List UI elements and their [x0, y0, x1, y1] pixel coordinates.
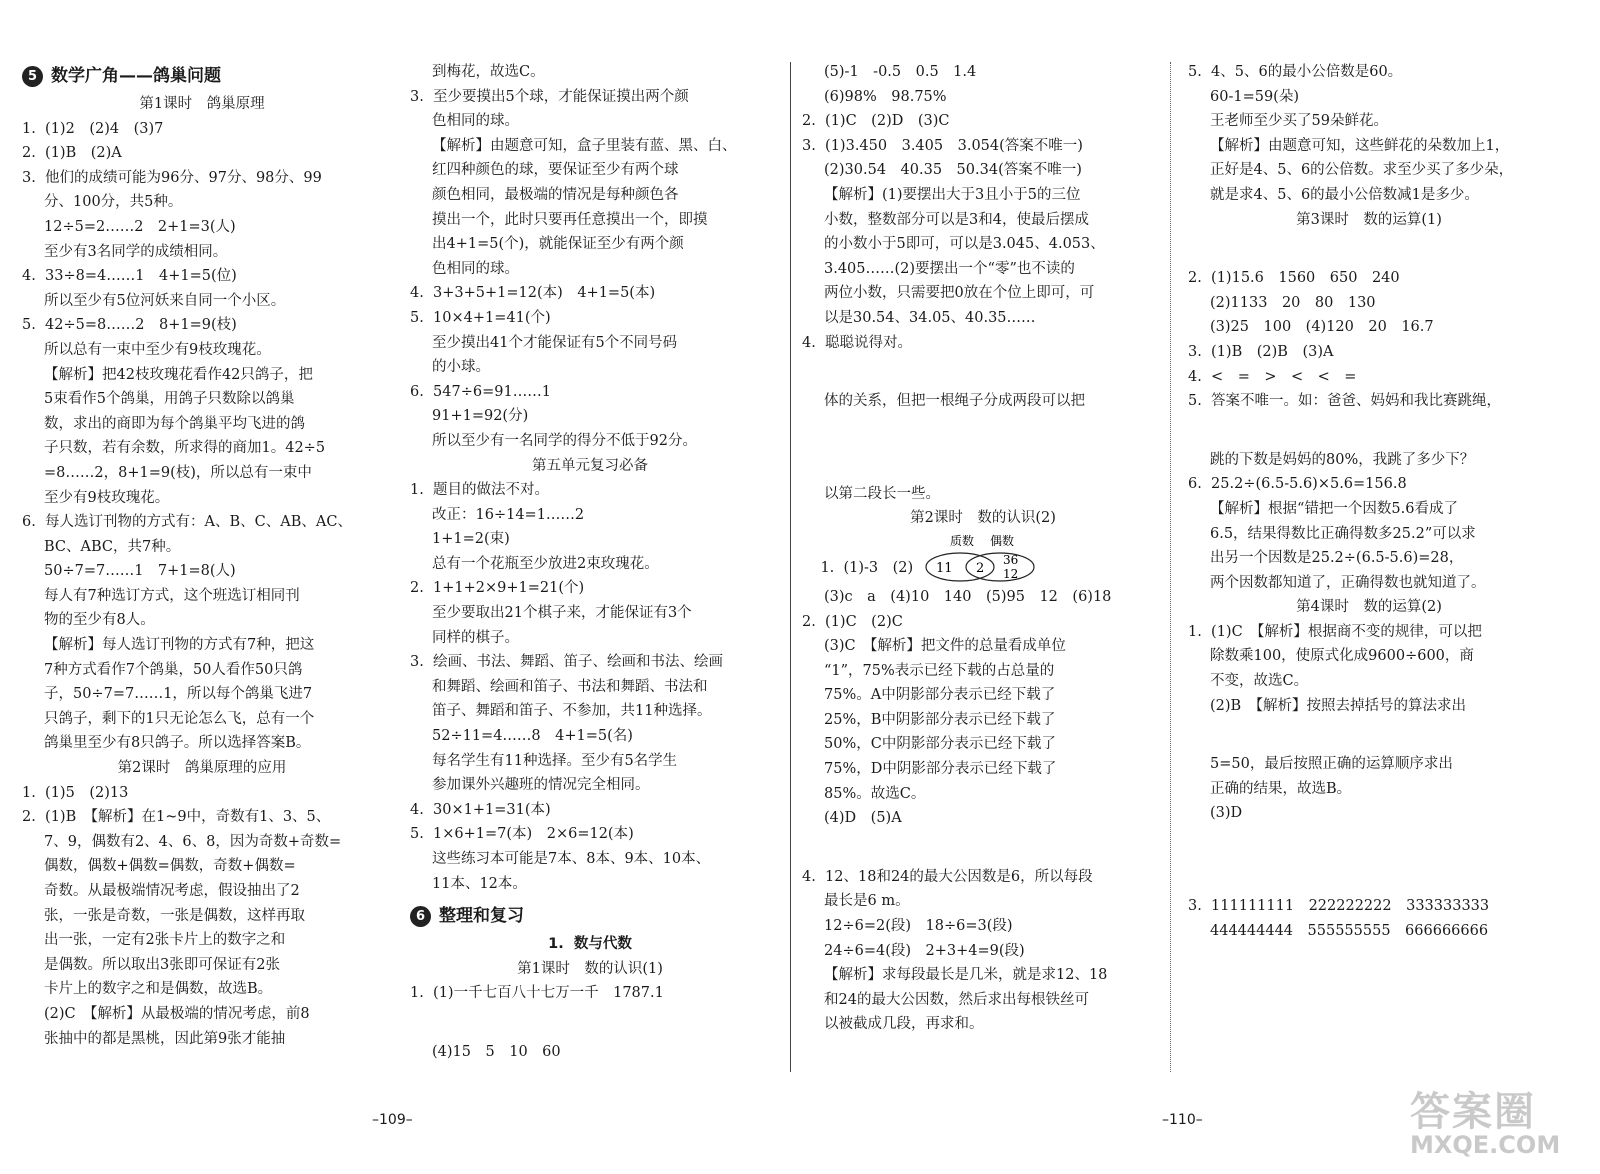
section-title: 整理和复习: [439, 906, 524, 927]
answer-line: 改正：16÷14=1……2: [432, 506, 585, 523]
answer-line: 所以总有一束中至少有9枝玫瑰花。: [44, 341, 271, 358]
answer-line: 是偶数。所以取出3张即可保证有2张: [44, 956, 280, 973]
answer-line: [802, 448, 1164, 482]
answer-line: 最长是6 m。: [824, 893, 910, 910]
question-line: 1. (1)5 (2)13: [22, 784, 129, 801]
question-line: 3. (1)B (2)B (3)A: [1188, 343, 1334, 360]
column-4-lines-d: [1188, 752, 1550, 826]
question-line: 1. (1)2 (2)4 (3)7: [22, 120, 164, 137]
question-line: 5. 10×4+1=41(个): [410, 309, 551, 326]
question-line: 1. (1)一千七百八十七万一千 1787.1: [410, 985, 664, 1002]
answer-line: 的小球。: [432, 359, 490, 376]
venn-label-evens: 偶数: [990, 533, 1015, 548]
answer-line: [1188, 718, 1550, 752]
answer-line: 出一张，一定有2张卡片上的数字之和: [44, 932, 286, 949]
answer-line: 只鸽子，剩下的1只无论怎么飞，总有一个: [44, 710, 315, 727]
answer-line: 91+1=92(分): [432, 408, 529, 425]
answer-line: 出4+1=5(个)，就能保证至少有两个颜: [432, 236, 684, 253]
watermark-url: MXQE.COM: [1410, 1131, 1561, 1159]
venn-middle-value: 2: [976, 560, 985, 576]
column-3-lines-d: [802, 865, 1164, 1037]
lesson-subheading: 第2课时 鸽巢原理的应用: [117, 760, 287, 777]
answer-line: 就是求4、5、6的最小公倍数减1是多少。: [1210, 186, 1479, 203]
answer-line: [802, 831, 1164, 865]
answer-line: 至少要取出21个棋子来，才能保证有3个: [432, 605, 692, 622]
section-number-badge: 6: [410, 906, 431, 927]
answer-line: 以第二段长一些。: [824, 485, 940, 502]
answer-line: 和24的最大公因数，然后求出每根铁丝可: [824, 991, 1089, 1008]
answer-line: 50÷7=7……1 7+1=8(人): [44, 563, 236, 580]
answer-line: 以是30.54、34.05、40.35……: [824, 309, 1036, 326]
answer-line: [1188, 977, 1550, 1011]
question-line: 4. < = > < < =: [1188, 368, 1357, 385]
answer-line: =8……2，8+1=9(枝)，所以总有一束中: [44, 464, 312, 481]
answer-line: 至少有9枝玫瑰花。: [44, 489, 170, 506]
page-number-left: –109–: [372, 1112, 413, 1128]
answer-line: 所以至少有一名同学的得分不低于92分。: [432, 432, 697, 449]
answer-line: (2)30.54 40.35 50.34(答案不唯一): [824, 162, 1082, 179]
column-3: [802, 60, 1164, 1037]
answer-line: 75%，D中阴影部分表示已经下载了: [824, 761, 1057, 778]
answer-line: 正确的结果，故选B。: [1210, 780, 1352, 797]
answer-line: 至少摸出41个才能保证有5个不同号码: [432, 334, 678, 351]
answer-line: (3)25 100 (4)120 20 16.7: [1210, 319, 1434, 336]
answer-line: [1188, 414, 1550, 448]
question-line: 5. 4、5、6的最小公倍数是60。: [1188, 64, 1403, 80]
answer-line: 【解析】由题意可知，盒子里装有蓝、黑、白、: [432, 137, 737, 154]
answer-line: [802, 414, 1164, 448]
answer-line: [410, 1006, 770, 1040]
answer-line: 3.405……(2)要摆出一个“零”也不读的: [824, 260, 1075, 277]
answer-line: 出另一个因数是25.2÷(6.5-5.6)=28，: [1210, 550, 1464, 567]
answer-line: (6)98% 98.75%: [824, 88, 947, 105]
answer-line: 奇数。从最极端情况考虑，假设抽出了2: [44, 883, 300, 899]
question-line: 5. 答案不唯一。如：爸爸、妈妈和我比赛跳绳，: [1188, 393, 1502, 410]
question-line: 5. 1×6+1=7(本) 2×6=12(本): [410, 826, 634, 843]
answer-line: (3)D: [1210, 805, 1243, 822]
answer-line: 王老师至少买了59朵鲜花。: [1210, 113, 1388, 130]
answer-line: 子只数，若有余数，所求得的商加1。42÷5: [44, 440, 326, 457]
answer-line: [802, 355, 1164, 389]
column-4: [1188, 60, 1550, 1011]
section-heading: [410, 900, 770, 932]
column-1-lines: [22, 92, 382, 1051]
answer-line: 至少有3名同学的成绩相同。: [44, 243, 228, 260]
question-line: 2. (1)15.6 1560 650 240: [1188, 270, 1400, 287]
answer-line: 跳的下数是妈妈的80%，我跳了多少下？: [1210, 451, 1475, 468]
venn-right-value-2: 12: [1003, 566, 1019, 581]
answer-text: 1. (1)-3 (2): [820, 559, 914, 576]
column-4-lines: [1188, 60, 1550, 232]
answer-line: 【解析】根据“错把一个因数5.6看成了: [1210, 500, 1458, 517]
lesson-subheading: 第3课时 数的运算(1): [1296, 211, 1442, 228]
column-4-lines-c: [1188, 472, 1550, 718]
answer-line: 到梅花，故选C。: [432, 64, 545, 80]
venn-label-primes: 质数: [950, 533, 975, 548]
question-line: 2. (1)C (2)C: [802, 613, 903, 630]
venn-diagram: [920, 531, 1050, 583]
column-divider: [790, 62, 791, 1072]
question-line: 1. 题目的做法不对。: [410, 482, 550, 499]
answer-line: 6.5，结果得数比正确得数多25.2”可以求: [1210, 525, 1476, 542]
answer-line: 小数，整数部分可以是3和4，使最后摆成: [824, 211, 1089, 228]
answer-line: (3)c a (4)10 140 (5)95 12 (6)18: [824, 588, 1112, 605]
answer-line: (5)-1 -0.5 0.5 1.4: [824, 64, 977, 80]
question-line: 2. (1)B 【解析】在1~9中，奇数有1、3、5、: [22, 809, 331, 826]
answer-line: 红四种颜色的球，要保证至少有两个球: [432, 162, 679, 179]
lesson-subheading: 第2课时 数的认识(2): [910, 510, 1056, 527]
column-2: [410, 60, 770, 1065]
answer-line: 分、100分，共5种。: [44, 194, 183, 211]
answer-line: (4)D (5)A: [824, 810, 902, 827]
column-2-lines: [410, 60, 770, 896]
answer-line: 50%，C中阴影部分表示已经下载了: [824, 736, 1056, 753]
answer-line: 【解析】(1)要摆出大于3且小于5的三位: [824, 186, 1081, 203]
watermark: [1410, 1080, 1560, 1159]
answer-line: 【解析】由题意可知，这些鲜花的朵数加上1，: [1210, 137, 1510, 154]
column-3-lines-b: [802, 506, 1164, 531]
answer-line: 和舞蹈、绘画和笛子、书法和舞蹈、书法和: [432, 678, 708, 695]
column-2-lines-b: [410, 932, 770, 1006]
lesson-subheading: 第1课时 数的认识(1): [517, 960, 663, 977]
answer-line: (2)B 【解析】按照去掉括号的算法求出: [1210, 697, 1466, 714]
venn-right-value-1: 36: [1003, 552, 1019, 567]
answer-line: (3)C 【解析】把文件的总量看成单位: [824, 638, 1066, 655]
answer-line: 所以至少有5位河妖来自同一个小区。: [44, 292, 286, 309]
answer-line: (2)C 【解析】从最极端的情况考虑，前8: [44, 1005, 310, 1022]
answer-line: 除数乘100，使原式化成9600÷600，商: [1210, 648, 1474, 665]
column-4-lines-e: [1188, 894, 1550, 943]
answer-line: 12÷5=2……2 2+1=3(人): [44, 218, 236, 235]
answer-line: 的小数小于5即可，可以是3.045、4.053、: [824, 236, 1105, 253]
column-4-lines-b: [1188, 266, 1550, 414]
question-line: 3. 绘画、书法、舞蹈、笛子、绘画和书法、绘画: [410, 654, 724, 671]
venn-left-value: 11: [936, 560, 953, 576]
question-line: 4. 12、18和24的最大公因数是6，所以每段: [802, 868, 1093, 885]
answer-line: 张，一张是奇数，一张是偶数，这样再取: [44, 907, 305, 924]
answer-line: 7种方式看作7个鸽巢，50人看作50只鸽: [44, 661, 303, 678]
answer-line: [1188, 826, 1550, 860]
question-line: 4. 3+3+5+1=12(本) 4+1=5(本): [410, 285, 656, 302]
question-line: 1. (1)C 【解析】根据商不变的规律，可以把: [1188, 623, 1482, 640]
question-line: 4. 33÷8=4……1 4+1=5(位): [22, 268, 237, 285]
answer-line: 60-1=59(朵): [1210, 88, 1299, 105]
column-1: [22, 60, 382, 1051]
answer-line: 11本、12本。: [432, 875, 527, 892]
answer-line: 同样的棋子。: [432, 629, 519, 646]
answer-line: 25%，B中阴影部分表示已经下载了: [824, 711, 1056, 728]
answer-line: 张抽中的都是黑桃，因此第9张才能抽: [44, 1030, 286, 1047]
subsection-heading: 1. 数与代数: [548, 936, 632, 953]
watermark-logo-text: 答案圈: [1410, 1089, 1536, 1135]
answer-line: “1”，75%表示已经下载的占总量的: [824, 662, 1055, 679]
question-line: 2. (1)B (2)A: [22, 145, 122, 162]
answer-line: (4)15 5 10 60: [432, 1043, 561, 1060]
answer-line: 体的关系，但把一根绳子分成两段可以把: [824, 393, 1085, 410]
answer-line: 85%。故选C。: [824, 785, 926, 802]
question-line: 6. 25.2÷(6.5-5.6)×5.6=156.8: [1188, 476, 1407, 493]
answer-line: 1+1=2(束): [432, 531, 510, 548]
answer-line: 两个因数都知道了，正确得数也就知道了。: [1210, 574, 1486, 591]
answer-line: 以被截成几段，再求和。: [824, 1016, 984, 1033]
answer-line: 数，求出的商即为每个鸽巢平均飞进的鸽: [44, 415, 305, 432]
answer-line: 5=50，最后按照正确的运算顺序求出: [1210, 756, 1453, 773]
answer-line: 52÷11=4……8 4+1=5(名): [432, 728, 633, 745]
question-line: 3. 他们的成绩可能为96分、97分、98分、99: [22, 169, 322, 186]
answer-line: (2)1133 20 80 130: [1210, 294, 1376, 311]
answer-line: 24÷6=4(段) 2+3+4=9(段): [824, 942, 1025, 959]
question-line: 6. 547÷6=91……1: [410, 383, 551, 400]
question-line: 3. 至少要摸出5个球，才能保证摸出两个颜: [410, 88, 689, 105]
answer-line: 7、9，偶数有2、4、6、8，因为奇数+奇数=: [44, 833, 342, 850]
answer-line: [1188, 860, 1550, 894]
question-line: 2. (1)C (2)D (3)C: [802, 113, 950, 130]
question-line: 3. 111111111 222222222 333333333: [1188, 898, 1490, 915]
answer-line: 每名学生有11种选择。至少有5名学生: [432, 752, 678, 769]
question-line: 4. 聪聪说得对。: [802, 334, 913, 351]
lesson-subheading: 第1课时 鸽巢原理: [139, 96, 265, 112]
question-line: 6. 每人选订刊物的方式有：A、B、C、AB、AC、: [22, 514, 352, 531]
section-title: 数学广角——鸽巢问题: [51, 66, 221, 86]
question-line: 4. 30×1+1=31(本): [410, 801, 551, 818]
venn-answer-line: [802, 531, 1164, 585]
column-divider: [1170, 62, 1171, 1072]
answer-line: 两位小数，只需要把0放在个位上即可，可: [824, 285, 1095, 302]
lesson-subheading: 第五单元复习必备: [532, 457, 648, 474]
answer-line: 摸出一个，此时只要再任意摸出一个，即摸: [432, 211, 708, 228]
section-heading: [22, 60, 382, 92]
question-line: 3. (1)3.450 3.405 3.054(答案不唯一): [802, 137, 1083, 154]
answer-line: 鸽巢里至少有8只鸽子。所以选择答案B。: [44, 735, 311, 752]
answer-line: 颜色相同，最极端的情况是每种颜色各: [432, 186, 679, 203]
answer-line: 卡片上的数字之和是偶数，故选B。: [44, 981, 273, 998]
answer-line: 【解析】求每段最长是几米，就是求12、18: [824, 967, 1108, 984]
answer-line: 物的至少有8人。: [44, 612, 155, 629]
answer-line: 总有一个花瓶至少放进2束玫瑰花。: [432, 555, 659, 572]
page-number-right: –110–: [1162, 1112, 1203, 1128]
answer-line: 正好是4、5、6的公倍数。求至少买了多少朵，: [1210, 162, 1514, 179]
question-line: 5. 42÷5=8……2 8+1=9(枝): [22, 317, 237, 334]
answer-line: 偶数，偶数+偶数=偶数，奇数+偶数=: [44, 858, 296, 875]
answer-line: 12÷6=2(段) 18÷6=3(段): [824, 918, 1013, 935]
answer-line: 色相同的球。: [432, 113, 519, 130]
answer-line: 子，50÷7=7……1，所以每个鸽巢飞进7: [44, 686, 313, 703]
answer-line: [1188, 232, 1550, 266]
answer-line: 75%。A中阴影部分表示已经下载了: [824, 687, 1056, 704]
answer-line: 【解析】每人选订刊物的方式有7种，把这: [44, 637, 315, 654]
answer-line: 这些练习本可能是7本、8本、9本、10本、: [432, 851, 711, 867]
answer-line: BC、ABC，共7种。: [44, 538, 181, 555]
answer-line: 不变，故选C。: [1210, 673, 1309, 690]
answer-line: 【解析】把42枝玫瑰花看作42只鸽子，把: [44, 366, 313, 383]
answer-line: [1188, 943, 1550, 977]
answer-line: 色相同的球。: [432, 260, 519, 277]
section-number-badge: 5: [22, 66, 43, 87]
answer-line: 参加课外兴趣班的情况完全相同。: [432, 777, 650, 794]
answer-line: 每人有7种选订方式，这个班选订相同刊: [44, 587, 300, 604]
question-line: 2. 1+1+2×9+1=21(个): [410, 580, 585, 597]
answer-line: 444444444 555555555 666666666: [1210, 922, 1489, 939]
answer-line: 笛子、舞蹈和笛子、不参加，共11种选择。: [432, 703, 712, 720]
answer-line: 5束看作5个鸽巢，用鸽子只数除以鸽巢: [44, 391, 295, 408]
lesson-subheading: 第4课时 数的运算(2): [1296, 599, 1442, 616]
column-3-lines-c: [802, 585, 1164, 831]
column-3-lines: [802, 60, 1164, 355]
